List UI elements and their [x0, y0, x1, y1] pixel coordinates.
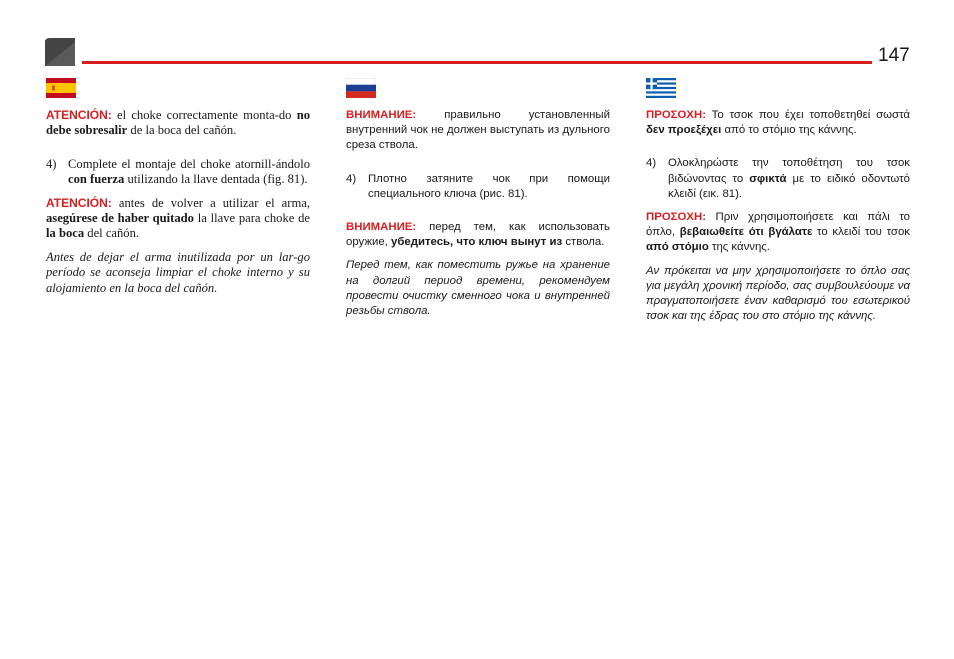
storage-note: Antes de dejar el arma inutilizada por un lar-go período se aconseja limpiar el choke interno y su alojamiento en la boca del cañón. — [46, 249, 310, 295]
warning-label: ВНИМАНИЕ: — [346, 109, 417, 121]
bold-run: убедитесь, что ключ вынут из — [391, 236, 563, 249]
bold-run: από στόμιο — [646, 241, 709, 254]
warning-label: ATENCIÓN: — [46, 108, 112, 122]
warning-label: ΠΡΟΣΟΧΗ: — [646, 211, 706, 224]
list-item — [346, 172, 610, 202]
column-greek — [646, 78, 910, 332]
warning-paragraph — [46, 108, 310, 139]
text-run: της κάννης. — [708, 241, 770, 254]
bold-run: asegúrese de haber quitado — [46, 211, 194, 226]
list-item — [646, 156, 910, 202]
greece-flag-icon — [646, 78, 676, 98]
text-run: ствола. — [562, 236, 605, 249]
text-run: de la boca del cañón. — [127, 123, 237, 138]
column-russian — [346, 78, 610, 327]
item-text: Плотно затяните чок при помощи специального ключа (рис. 81). — [368, 172, 610, 200]
text-run: με το ειδικό οδοντωτό κλειδί (εικ. 81). — [668, 172, 910, 200]
warning-paragraph — [646, 108, 910, 138]
brand-corner-icon — [45, 38, 75, 66]
text-run: del cañón. — [84, 226, 140, 241]
bold-run: βεβαιωθείτε ότι βγάλατε — [679, 226, 813, 239]
bold-run: con fuerza — [68, 172, 125, 187]
bold-run: no debe sobresalir — [46, 108, 310, 138]
text-run: το κλειδί του τσοκ — [812, 226, 910, 239]
warning-paragraph — [346, 108, 610, 154]
bold-run: la boca — [46, 226, 85, 241]
column-spanish — [46, 78, 310, 304]
list-item — [46, 157, 310, 188]
bold-run: δεν προεξέχει — [646, 124, 722, 137]
spain-flag-icon — [46, 78, 76, 98]
header-rule — [82, 61, 872, 64]
text-run: el choke correctamente monta-do — [111, 108, 297, 122]
warning-paragraph — [46, 196, 310, 242]
text-run: utilizando la llave dentada (fig. 81). — [124, 172, 308, 187]
bold-run: σφικτά — [749, 172, 787, 185]
text-run: Πριν χρησιμοποιήσετε και πάλι το όπλο, — [646, 211, 910, 239]
warning-paragraph — [646, 210, 910, 256]
warning-label: ATENCIÓN: — [46, 195, 112, 210]
text-run: правильно установленный внутренний чок не должен выступать из дульного среза ствола. — [346, 109, 610, 152]
warning-paragraph — [346, 220, 610, 250]
warning-label: ΠΡΟΣΟΧΗ: — [646, 109, 706, 121]
text-run: από το στόμιο της κάννης. — [721, 124, 857, 137]
item-number: 4) — [46, 156, 57, 171]
text-run: Το τσοκ που έχει τοποθετηθεί σωστά — [706, 109, 910, 121]
text-run: перед тем, как использовать оружие, — [346, 221, 610, 249]
item-text — [68, 157, 310, 188]
page-number: 147 — [878, 45, 910, 66]
item-number: 4) — [646, 157, 657, 170]
item-number: 4) — [346, 172, 357, 185]
text-run: Ολοκληρώστε την τοποθέτηση του τσοκ βιδώνοντας το — [668, 157, 910, 185]
russia-flag-icon — [346, 78, 376, 98]
text-run: antes de volver a utilizar el arma, — [111, 195, 310, 210]
item-text — [668, 156, 910, 202]
storage-note: Αν πρόκειται να μην χρησιμοποιήσετε το όπλο σας για μεγάλη χρονική περίοδο, σας συμβουλεύουμε να πραγματοποιήσετε έναν καθαρισμό του εσωτερικού τσοκ και της έδρας του στο στόμιο της κάννης. — [646, 264, 910, 323]
text-run: la llave para choke de — [193, 211, 310, 226]
text-run: Complete el montaje del choke atornill-ándolo — [68, 156, 310, 171]
warning-label: ВНИМАНИЕ: — [346, 221, 417, 234]
storage-note: Перед тем, как поместить ружье на хранение на долгий период времени, рекомендуем провести очистку сменного чока и внутренней резьбы ствола. — [346, 259, 610, 318]
